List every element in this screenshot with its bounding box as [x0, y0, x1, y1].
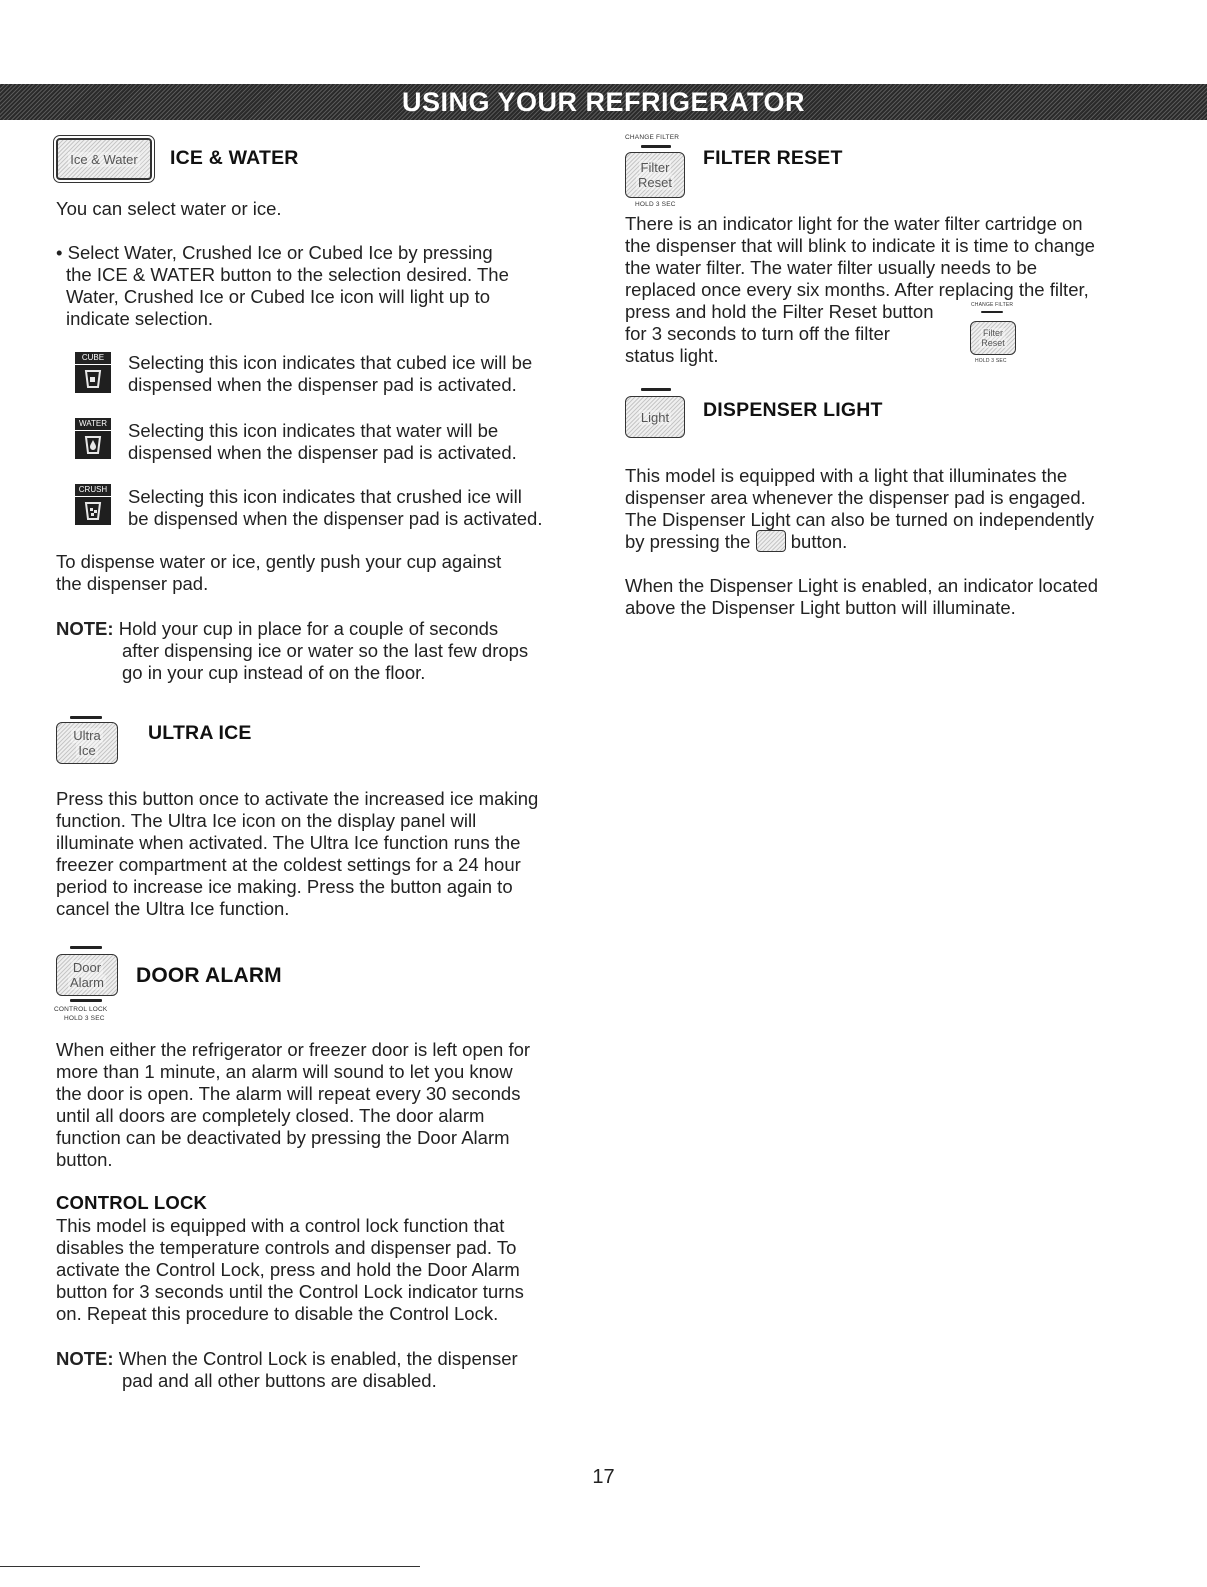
description-line: be dispensed when the dispenser pad is activated.: [128, 508, 543, 529]
paragraph-line: freezer compartment at the coldest settings for a 24 hour: [56, 854, 521, 875]
description-line: Selecting this icon indicates that cubed ice will be: [128, 352, 533, 373]
door-alarm-label-2: Alarm: [70, 975, 104, 990]
paragraph-line: button for 3 seconds until the Control Lock indicator turns: [56, 1281, 524, 1302]
change-filter-mini-label: CHANGE FILTER: [971, 302, 1014, 308]
crush-indicator: [56, 484, 112, 526]
ultra-ice-button[interactable]: [56, 722, 118, 764]
ultra-ice-label-2: Ice: [78, 743, 96, 758]
dispenser-light-enabled-text: [625, 575, 1165, 619]
note-line: go in your cup instead of on the floor.: [122, 662, 426, 683]
control-lock-note: [56, 1348, 616, 1392]
cube-description: [128, 352, 598, 396]
note-label: NOTE:: [56, 618, 114, 639]
ultra-ice-indicator: [70, 716, 102, 719]
filter-reset-heading: FILTER RESET: [703, 147, 843, 169]
hold-small-label: HOLD 3 SEC: [635, 201, 676, 208]
paragraph-line: button.: [56, 1149, 113, 1170]
cube-icon-row: [56, 352, 616, 402]
paragraph-line: function can be deactivated by pressing the Door Alarm: [56, 1127, 510, 1148]
paragraph-line: function. The Ultra Ice icon on the display panel will: [56, 810, 477, 831]
control-lock-small-label: CONTROL LOCK: [54, 1006, 108, 1013]
bullet-line: indicate selection.: [66, 308, 214, 329]
inline-text-pre: by pressing the: [625, 531, 751, 552]
ice-water-button[interactable]: [56, 138, 152, 180]
paragraph-line: This model is equipped with a light that illuminates the: [625, 465, 1068, 486]
bullet-line: • Select Water, Crushed Ice or Cubed Ice by pressing: [56, 242, 493, 263]
control-lock-text: [56, 1215, 616, 1325]
crush-icon-row: [56, 484, 616, 534]
paragraph-line: on. Repeat this procedure to disable the Control Lock.: [56, 1303, 499, 1324]
mini-label-2: Reset: [981, 338, 1005, 348]
dispenser-light-indicator: [641, 388, 671, 391]
ultra-ice-text: [56, 788, 616, 920]
water-indicator: [56, 418, 112, 460]
filter-reset-label-2: Reset: [638, 175, 672, 190]
dispenser-light-heading: DISPENSER LIGHT: [703, 399, 883, 421]
cube-indicator: [56, 352, 112, 394]
dispense-instructions: [56, 551, 596, 595]
filter-reset-button[interactable]: [625, 152, 685, 198]
paragraph-line: There is an indicator light for the water filter cartridge on: [625, 213, 1083, 234]
note-line: pad and all other buttons are disabled.: [122, 1370, 437, 1391]
section-banner: [0, 84, 1207, 120]
paragraph-line: Press this button once to activate the increased ice making: [56, 788, 539, 809]
paragraph-line: period to increase ice making. Press the button again to: [56, 876, 513, 897]
inline-text-post: button.: [790, 531, 848, 552]
control-lock-heading: CONTROL LOCK: [56, 1192, 208, 1213]
door-alarm-text: [56, 1039, 616, 1171]
paragraph-line: the dispenser pad.: [56, 573, 209, 594]
page-number: 17: [592, 1466, 615, 1488]
light-inline-icon: [756, 530, 786, 552]
water-icon-row: [56, 418, 616, 468]
change-filter-small-label: CHANGE FILTER: [625, 134, 680, 141]
hold-small-label: HOLD 3 SEC: [64, 1015, 105, 1022]
description-line: Selecting this icon indicates that crushed ice will: [128, 486, 522, 507]
description-line: Selecting this icon indicates that water will be: [128, 420, 499, 441]
ultra-ice-label-1: Ultra: [73, 728, 101, 743]
mini-label-1: Filter: [983, 328, 1003, 338]
paragraph-line: disables the temperature controls and dispenser pad. To: [56, 1237, 517, 1258]
paragraph-line: illuminate when activated. The Ultra Ice function runs the: [56, 832, 521, 853]
crush-tag: CRUSH: [75, 484, 111, 496]
ice-water-heading: ICE & WATER: [170, 147, 299, 169]
water-tag: WATER: [75, 418, 111, 430]
note-label: NOTE:: [56, 1348, 114, 1369]
door-alarm-button[interactable]: [56, 954, 118, 996]
ice-water-bullet: [56, 242, 596, 330]
paragraph-line: [625, 531, 1165, 554]
cubed-ice-icon: [75, 365, 111, 393]
paragraph-line: above the Dispenser Light button will illuminate.: [625, 597, 1016, 618]
paragraph-line: the door is open. The alarm will repeat every 30 seconds: [56, 1083, 521, 1104]
paragraph-line: the dispenser that will blink to indicate it is time to change: [625, 235, 1095, 256]
filter-reset-label-1: Filter: [640, 160, 670, 175]
dispenser-light-text: [625, 465, 1165, 554]
paragraph-line: replaced once every six months. After replacing the filter,: [625, 279, 1089, 300]
ultra-ice-heading: ULTRA ICE: [148, 722, 252, 744]
paragraph-line: dispenser area whenever the dispenser pad is engaged.: [625, 487, 1086, 508]
ice-water-button-label: Ice & Water: [70, 151, 138, 167]
paragraph-line: cancel the Ultra Ice function.: [56, 898, 290, 919]
door-alarm-indicator: [70, 946, 102, 949]
crushed-ice-icon: [75, 497, 111, 525]
paragraph-line: When the Dispenser Light is enabled, an indicator located: [625, 575, 1099, 596]
bullet-line: the ICE & WATER button to the selection desired. The: [66, 264, 509, 285]
note-line: When the Control Lock is enabled, the dispenser: [118, 1348, 518, 1369]
paragraph-line: The Dispenser Light can also be turned on independently: [625, 509, 1094, 530]
paragraph-line: for 3 seconds to turn off the filter: [625, 323, 890, 344]
paragraph-line: until all doors are completely closed. The door alarm: [56, 1105, 485, 1126]
banner-title: USING YOUR REFRIGERATOR: [401, 86, 806, 117]
footer-rule: [0, 1566, 420, 1567]
paragraph-line: This model is equipped with a control lock function that: [56, 1215, 505, 1236]
door-alarm-label-1: Door: [72, 960, 102, 975]
control-lock-indicator: [70, 999, 102, 1002]
crush-description: [128, 486, 598, 530]
dispenser-light-button-label: Light: [640, 409, 670, 425]
paragraph-line: activate the Control Lock, press and hold the Door Alarm: [56, 1259, 520, 1280]
water-icon: [75, 431, 111, 459]
paragraph-line: To dispense water or ice, gently push your cup against: [56, 551, 502, 572]
paragraph-line: more than 1 minute, an alarm will sound to let you know: [56, 1061, 513, 1082]
paragraph-line: the water filter. The water filter usually needs to be: [625, 257, 1038, 278]
paragraph-line: status light.: [625, 345, 719, 366]
ice-water-note: [56, 618, 596, 684]
door-alarm-heading: DOOR ALARM: [136, 964, 282, 987]
change-filter-indicator: [641, 145, 671, 148]
paragraph-line: press and hold the Filter Reset button: [625, 301, 934, 322]
cube-tag: CUBE: [75, 352, 111, 364]
ice-water-intro: You can select water or ice.: [56, 198, 282, 219]
filter-reset-text: [625, 213, 1165, 367]
description-line: dispensed when the dispenser pad is activated.: [128, 442, 517, 463]
description-line: dispensed when the dispenser pad is activated.: [128, 374, 517, 395]
dispenser-light-button[interactable]: [625, 396, 685, 438]
filter-reset-mini-button: [970, 321, 1016, 355]
water-description: [128, 420, 598, 464]
mini-change-filter-indicator: [981, 311, 1003, 313]
paragraph-line: When either the refrigerator or freezer door is left open for: [56, 1039, 531, 1060]
note-line: Hold your cup in place for a couple of seconds: [118, 618, 499, 639]
note-line: after dispensing ice or water so the last few drops: [122, 640, 529, 661]
bullet-line: Water, Crushed Ice or Cubed Ice icon will light up to: [66, 286, 490, 307]
hold-mini-label: HOLD 3 SEC: [975, 358, 1007, 364]
